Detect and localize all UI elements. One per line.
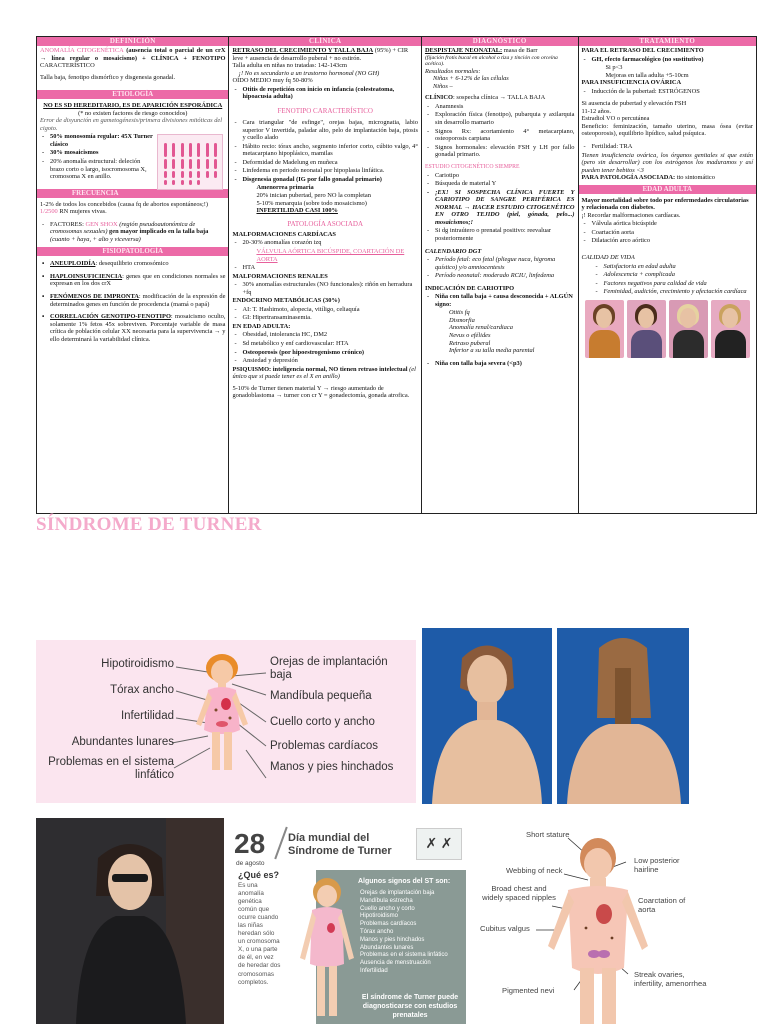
malf-card: MALFORMACIONES CARDÍACAS [232,230,336,238]
signo: Nevus o efélides [448,331,491,339]
oido: OÍDO MEDIO muy fq 50-80% [232,77,313,85]
despistaje-text: masa de Barr [502,47,538,54]
amenorrea-1: 20% inician pubertad, pero NO la completan [256,192,371,199]
fenotipo-item: - Hábito recio: tórax ancho, segmento inferior corto, cúbito valgo, 4° metacarpiano hipoplásico, mamilas [232,143,417,158]
estudio: ESTUDIO CITOGENÉTICO SIEMPRE [424,163,520,170]
etiologia-section [37,101,228,182]
patient-back-photo [557,628,689,804]
tratamiento-section [579,46,757,183]
tto-ovarica-line: Beneficio: feminización, tamaño uterino, masa ósea (evitar osteoporosis), equilibrio lipídico, salud psíquica. [581,122,753,138]
etio-item: - 50% monosomía regular: 45X Turner clásico [40,133,225,148]
actress-photo [36,818,224,1024]
fisio-label: HAPLOINSUFICIENCIA [50,272,123,280]
info-title [288,832,392,857]
endocrino-item: - AI: T. Hashimoto, alopecia, vitíligo, celiaquía [232,306,417,314]
calidad-item: - Factores negativos para calidad de vida [594,280,754,288]
sign-item: Abundantes lunares [360,944,414,951]
label-streak-ovaries: Streak ovaries, infertility, amenorrhea [634,970,707,989]
tto-mejoras: Mejoras en talla adulta +5-10cm [605,71,689,79]
tto-patologia-text: tto sintomático [675,174,715,182]
tto-ovarica-line: Si ausencia de pubertad y elevación FSH [581,100,687,108]
hta: - HTA [232,264,417,272]
psiquismo: PSIQUISMO: inteligencia normal, NO tienen retraso intelectual [232,365,408,373]
info-title-line1: Día mundial del [288,832,370,844]
sign-item: Orejas de implantación baja [360,890,435,896]
fenotipo-item: - Disgenesia gonadal (IG por fallo gonadal primario) [232,176,417,184]
fenotipo-section [229,117,420,216]
header-clinica: CLÍNICA [229,37,420,46]
tto-retraso-title: PARA EL RETRASO DEL CRECIMIENTO [581,47,704,54]
label-cardiacos: Problemas cardíacos [270,740,379,752]
estudio-item: - ¡EX! SI SOSPECHA CLÍNICA FUERTE Y CARIOTIPO DE SANGRE PERIFÉRICA ES NORMAL → HACER ESTUDIO CITOGENÉTICO EN OTRO TEJIDO (piel, gónada, pelo...) mosaicismos;! [425,189,575,227]
sign-item: Tórax ancho [360,928,394,935]
label-manos-pies: Manos y pies hinchados [270,761,394,773]
clinico-item: - Signos hormonales: elevación FSH y LH por fallo gonadal primario. [425,144,575,159]
def-pink: ANOMALÍA CITOGENÉTICA [40,47,124,54]
calendario: CALENDARIO DGT [424,247,482,255]
sign-item: Ausencia de menstruación [360,960,431,967]
talla-adulta: Talla adulta en niñas no tratadas: 142-143cm [232,62,348,70]
tto-fertilidad: - Fertilidad: TRA [582,143,754,151]
clinico-item: - Anamnesis [425,103,575,111]
etio-item: - 20% anomalía estructural: deleción brazo corto o largo, isocromosoma X, cromosoma X en anillo. [40,158,225,181]
label-hipotiroidismo: Hipotiroidismo [101,658,174,670]
factores-italic: (región pseudoautonómica de cromosomas sexuales) [50,220,196,236]
woman-photo [627,300,666,358]
etio-item: - 30% mosaicismos [40,149,225,157]
estudio-item: - Si dg intraútero o prenatal positivo: reevaluar posteriormente [425,227,575,242]
etio-title: NO ES SD HEREDITARIO, ES DE APARICIÓN ESPORÁDICA [43,102,223,110]
tto-ovarica-line: 11-12 años. [581,107,612,115]
tto-ovarica-item: - Inducción de la pubertad: ESTRÓGENOS [582,88,754,96]
label-webbing-neck: Webbing of neck [506,866,563,875]
sign-item: Problemas cardíacos [360,921,417,928]
fenotipo-item: - Linfedema en periodo neonatal por hipoplasia linfática. [232,167,417,175]
label-short-stature: Short stature [526,830,570,839]
label-pigmented-nevi: Pigmented nevi [502,986,555,995]
factores-text: gen mayor implicado en la talla baja [107,228,209,236]
fenotipo-heading: FENOTIPO CARACTERÍSTICO [277,106,373,115]
label-lunares: Abundantes lunares [71,736,174,748]
freq-text2: RN mujeres vivas. [57,208,107,216]
label-coarctation: Coarctation of aorta [638,896,686,915]
signo: Dismorfia [448,316,475,324]
tto-si-p3: Si p<3 [605,64,623,72]
fenotipo-item: - Cara triangular "de esfinge", orejas bajas, micrognatia, labio superior V invertida, paladar alto, pelo de implantación baja, ptosis y cuello alado [232,119,417,142]
adulta-card-item: - Coartación aorta [582,229,754,237]
resultados: Resultados normales: [424,67,481,75]
label-torax-ancho: Tórax ancho [110,684,174,696]
clinico-text: : sospecha clínica → TALLA BAJA [453,94,546,102]
amenorrea-2: 5-10% menarquia (sobre todo mosaicismo) [256,199,367,207]
label-cuello: Cuello corto y ancho [270,716,375,728]
signo: Anomalía renal/cardiaca [448,324,513,332]
retraso-text: (95%) + CIR leve + ausencia de desarrollo puberal + no estirón. [232,47,409,62]
calidad: CALIDAD DE VIDA [581,254,635,262]
signo: Retraso puberal [448,339,491,347]
diagnosis-note: El síndrome de Turner puede diagnosticarse con estudios prenatales [361,994,459,1019]
adulta: EN EDAD ADULTA: [232,322,291,330]
label-mandibula: Mandíbula pequeña [270,690,372,702]
woman-photo [585,300,624,358]
adulta-item: - Ansiedad y depresión [232,357,417,365]
def-text2: CARACTERÍSTICO [40,62,95,70]
question-heading: ¿Qué es? [238,870,280,880]
chromosome-icon: ✗ ✗ [416,828,462,860]
final-text: 5-10% de Turner tienen material Y → riesgo aumentado de gonadoblastoma → turner con cr Y = gonadectomía, gonada atrofica. [232,384,410,400]
adulta-lead: Mayor mortalidad sobre todo por enfermedades circulatorias y relacionada con diabetes. [581,196,749,212]
adulta-item: - Osteoporosis (por hipoestrogenismo crónico) [232,349,417,357]
summary-table [36,36,757,514]
etio-note: (* no existen factores de riesgo conocidos) [78,109,188,117]
psiquismo-italic: (el único que si puede tener es el X en anillo) [232,365,416,381]
label-broad-chest: Broad chest and widely spaced nipples [482,884,556,903]
fisio-text: : genes que en condiciones normales se expresan en los dos crX [50,272,226,288]
header-diagnostico: DIAGNÓSTICO [422,37,578,46]
factores-italic2: (cuanto + haya, + alto y viceversa) [50,235,141,243]
english-features-figure [470,818,768,1024]
tto-patologia-title: PARA PATOLOGÍA ASOCIADA: [581,174,676,182]
title-divider [274,827,288,860]
header-tratamiento: TRATAMIENTO [579,37,757,46]
def-text: (ausencia total o parcial de un crX → línea regular o mosaicismo) + CLÍNICA + FENOTIPO [40,47,226,62]
endocrino: ENDOCRINO METABÓLICAS (30%) [232,297,340,305]
fisiopatologia-section [37,258,228,345]
column-clinica [229,37,421,513]
sign-item: Problemas en el sistema linfático [360,952,448,959]
clinico-item: - Exploración física (fenotipo), pubarquia y axilarquia sin desarrollo mamario [425,111,575,126]
label-linfatico: Problemas en el sistema linfático [48,756,174,782]
adulta-card-item: - Dilatación arco aórtico [582,237,754,245]
factores-label: FACTORES: [50,220,84,228]
patologia-heading: PATOLOGÍA ASOCIADA [287,219,364,228]
tto-ovarica-line: Estradiol VO o percutánea [581,115,650,123]
despistaje-italic: (fijación frotis bucal en alcohol o tiza y tinción con orceína acética). [424,54,558,68]
signs-title: Algunos signos del ST son: [358,878,451,885]
fisio-label: CORRELACIÓN GENOTIPO-FENOTIPO [50,313,171,321]
adulta-item: - Sd metabólico y enf cardiovascular: HTA [232,340,417,348]
frecuencia-section [37,200,228,246]
day-number: 28 [234,828,266,859]
endocrino-item: - GI: Hipertransaminasemia. [232,314,417,322]
factores-pink: GEN SHOX [83,220,118,228]
patologia-section [229,230,420,401]
indicacion: INDICACIÓN DE CARIOTIPO [424,284,515,292]
amenorrea-3: INFERTILIDAD CASI 100% [256,207,338,215]
label-infertilidad: Infertilidad [120,710,174,722]
malf-renal-item: - 30% anomalías estructurales (NO funcionales): riñón en herradura +fq [232,281,417,296]
header-fisiopatologia: FISIOPATOLOGÍA [37,247,228,256]
fisio-label: FENÓMENOS DE IMPRONTA [50,293,139,301]
label-orejas: Orejas de implantación baja [270,656,388,682]
fisio-text: : mosaicismo oculto, solamente 1% fetos 45x sobreviven. Porcentaje variable de masa crítica de población celular XX necesaria para la supervivencia → y ello determinará la variabilidad clínica. [50,313,226,343]
malf-card-item: - 20-30% anomalías corazón izq [232,239,417,247]
adulta-card-item: - Válvula aórtica bicúspide [582,220,754,228]
tto-fertilidad-italic: Tienen insuficiencia ovárica, los órganos genitales si que están (pero sin desarrollar) con los estrógenos los maduramos y así pueden tener bebitos <3 [581,151,753,174]
column-diagnostico [422,37,579,513]
sign-item: Manos y pies hinchados [360,936,425,943]
signo: Otitis fq [448,309,470,317]
adulta-item: - Obesidad, intolerancia HC, DM2 [232,331,417,339]
amenorrea: Amenorrea primaria [256,184,314,192]
signo: Inferior a su talla media parental [448,347,535,355]
header-frecuencia: FRECUENCIA [37,189,228,198]
column-definicion [37,37,229,513]
clinica-section [229,46,420,103]
malf-card-pink: VÁLVULA AÓRTICA BICÚSPIDE, COARTACIÓN DE AORTA [256,247,405,263]
etio-italic: Error de disyunción en gametogénesis/primera divisiones mitóticas del cigoto. [40,117,223,132]
freq-text: 1-2% de todos los concebidos (causa fq de abortos espontáneos;!) [40,200,209,208]
sign-item: Mandíbula estrecha [360,897,413,904]
sign-item: Infertilidad [360,967,388,974]
label-low-hairline: Low posterior hairline [634,856,680,875]
features-figure [36,640,416,803]
sign-item: Hipotiroidismo [360,913,399,920]
retraso-note: ¡! No es secundario a un trastorno hormonal (NO GH) [238,69,380,77]
fenotipo-item: - Deformidad de Madelung en muñeca [232,159,417,167]
clinico-item: - Signos Rx: acortamiento 4° metacarpiano, osteoporosis carpiana [425,128,575,143]
tto-gh: - GH, efecto farmacológico (no sustitutivo) [582,56,754,64]
day-month: de agosto [236,860,265,867]
edad-adulta-section [579,196,757,298]
resultados-1: Niñas + 6-12% de las células [432,75,509,83]
info-left-text: Es una anomalía genética común que ocurre cuando las niñas heredan sólo un cromosoma X, o una parte de él, en vez de heredar dos cromosomas completos. [238,882,281,986]
malf-renal: MALFORMACIONES RENALES [232,272,328,280]
sign-item: Cuello ancho y corto [360,905,415,912]
ultimo-item: - Niña con talla baja severa (<p3) [425,360,575,368]
calendario-item: - Período fetal: eco fetal (pliegue nuca, higroma quístico) y/o amniocentesis [425,256,575,271]
fisio-text: : modificación de la expresión de determinados genes en función de procedencia (mamá o papá) [50,293,226,308]
oido-item: - Otitis de repetición con inicio en infancia (colesteatoma, hipoacusia adulta) [232,86,417,101]
calidad-item: - Feminidad, audición, crecimiento y afectación cardíaca [594,288,754,296]
indicacion-item: - Niña con talla baja + causa desconocida + ALGÚN signo: [425,293,575,308]
calidad-item: - Satisfactoria en edad adulta [594,263,754,271]
women-photos [579,298,757,360]
woman-photo [669,300,708,358]
retraso-title: RETRASO DEL CRECIMIENTO Y TALLA BAJA [232,47,374,54]
patient-front-photo [422,628,552,804]
info-title-line2: Síndrome de Turner [288,844,392,857]
calendario-item: - Período neonatal: moderado RCIU, linfedema [425,272,575,280]
tto-ovarica-title: PARA INSUFICIENCIA OVÁRICA [581,79,682,87]
fisio-text: : desequilibrio cromosómico [95,260,169,268]
calidad-item: - Adolescencia + complicada [594,271,754,279]
world-day-infographic [230,818,466,1024]
signs-list [360,890,448,976]
clinico: CLÍNICO [424,94,453,102]
def-line2: Talla baja, fenotipo dismórfico y disgenesia gonadal. [40,73,176,81]
adulta-note: ¡! Recordar malformaciones cardíacas. [581,211,681,219]
header-etiologia: ETIOLOGÍA [37,90,228,99]
woman-photo [711,300,750,358]
definicion-text [37,46,228,82]
resultados-2: Niños – [432,82,453,90]
diagnostico-section [422,46,578,369]
header-definicion: DEFINICIÓN [37,37,228,46]
column-tratamiento [579,37,757,513]
label-cubitus-valgus: Cubitus valgus [480,924,530,933]
estudio-item: - Búsqueda de material Y [425,180,575,188]
estudio-item: - Cariotipo [425,172,575,180]
despistaje: DESPISTAJE NEONATAL: [424,47,503,54]
freq-pink: 1/2500 [40,208,58,216]
page-title: SÍNDROME DE TURNER [36,514,262,535]
header-edad-adulta: EDAD ADULTA [579,185,757,194]
fisio-label: ANEUPLOIDÍA [50,260,96,268]
